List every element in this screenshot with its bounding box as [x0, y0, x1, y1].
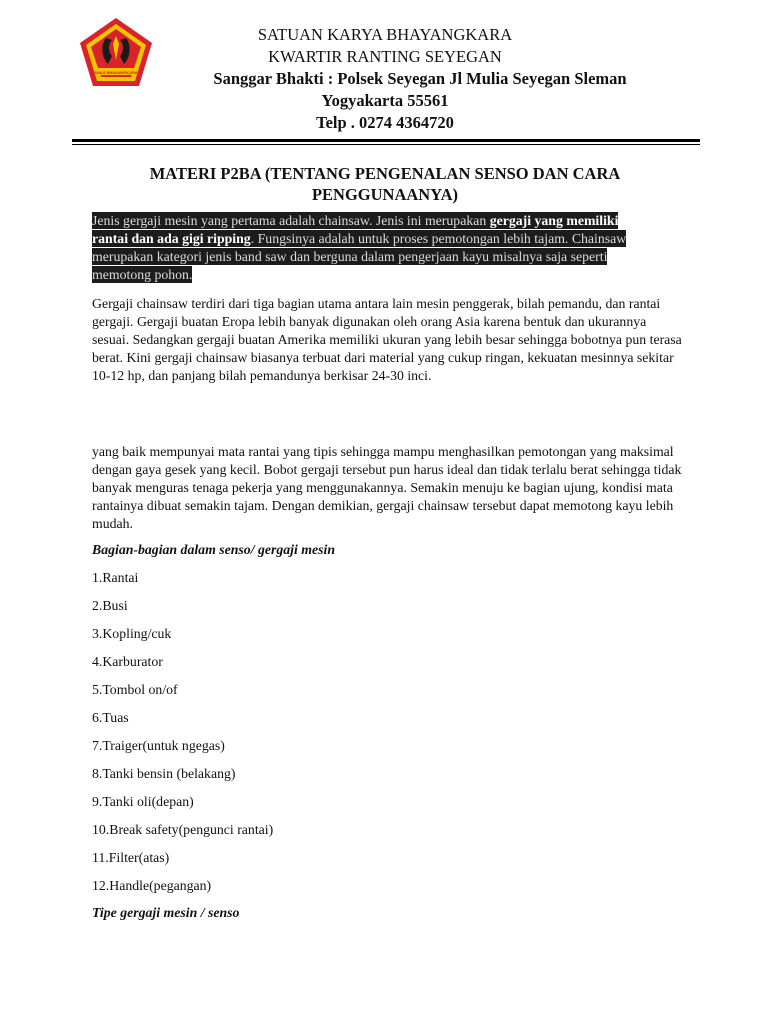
org-branch: KWARTIR RANTING SEYEGAN	[268, 47, 502, 66]
paragraph-chain-quality: yang baik mempunyai mata rantai yang tipis sehingga mampu menghasilkan pemotongan yang maksimal dengan gaya gesek yang kecil. Bobot gergaji tersebut pun harus ideal dan tidak terlalu berat sehingga tidak banyak menguras tenaga pekerja yang menggunakannya. Semakin menuju ke bagian ujung, kondisi mata rantainya dibuat semakin tajam. Dengan demikian, gergaji chainsaw tersebut dapat memotong kayu lebih mudah.	[92, 444, 682, 531]
list-item: 8.Tanki bensin (belakang)	[92, 766, 236, 781]
logo-text: SAKA BHAYANGKARA	[94, 69, 138, 75]
highlighted-paragraph	[92, 212, 652, 284]
list-item: 11.Filter(atas)	[92, 850, 170, 865]
highlight-bold-text: gergaji yang memiliki rantai dan ada gigi ripping	[92, 213, 619, 246]
list-item: 10.Break safety(pengunci rantai)	[92, 822, 274, 837]
org-address: Sanggar Bhakti : Polsek Seyegan Jl Mulia Seyegan Sleman	[213, 69, 627, 88]
list-item: 9.Tanki oli(depan)	[92, 794, 194, 809]
highlight-band	[92, 212, 626, 283]
list-item: 4.Karburator	[92, 654, 163, 669]
highlight-text-1: Jenis gergaji mesin yang pertama adalah chainsaw. Jenis ini merupakan	[92, 213, 490, 228]
section-heading-types: Tipe gergaji mesin / senso	[92, 905, 240, 920]
list-item: 7.Traiger(untuk ngegas)	[92, 738, 225, 753]
pentagon-emblem-icon	[78, 16, 154, 88]
letterhead-divider-thin	[72, 144, 700, 145]
list-item: 12.Handle(pegangan)	[92, 878, 212, 893]
section-heading-parts: Bagian-bagian dalam senso/ gergaji mesin	[92, 542, 336, 557]
list-item: 5.Tombol on/of	[92, 682, 178, 697]
letterhead	[160, 24, 627, 134]
org-name: SATUAN KARYA BHAYANGKARA	[257, 25, 513, 44]
list-item: 3.Kopling/cuk	[92, 626, 172, 641]
letterhead-divider	[72, 139, 700, 142]
paragraph-chainsaw-parts: Gergaji chainsaw terdiri dari tiga bagian utama antara lain mesin penggerak, bilah pemandu, dan rantai gergaji. Gergaji buatan Eropa lebih banyak digunakan oleh orang Asia karena bentuk dan ukurannya sesuai. Sedangkan gergaji buatan Amerika memiliki ukuran yang lebih besar sehingga bobotnya pun terasa berat. Kini gergaji chainsaw biasanya terbuat dari material yang cukup ringan, kekuatan mesinnya sekitar 10-12 hp, dan panjang bilah pemandunya berkisar 24-30 inci.	[92, 296, 682, 383]
saka-bhayangkara-logo	[78, 16, 154, 88]
list-item: 6.Tuas	[92, 710, 129, 725]
org-city: Yogyakarta 55561	[321, 91, 449, 110]
highlight-text-2: . Fungsinya adalah untuk proses pemotongan lebih tajam. Chainsaw merupakan kategori jenis band saw dan berguna dalam pengerjaan kayu misalnya saja seperti memotong pohon.	[92, 231, 627, 282]
document-title: MATERI P2BA (TENTANG PENGENALAN SENSO DAN CARA PENGGUNAANYA)	[149, 164, 621, 204]
org-phone: Telp . 0274 4364720	[316, 113, 454, 132]
list-item: 1.Rantai	[92, 570, 139, 585]
list-item: 2.Busi	[92, 598, 128, 613]
parts-list	[92, 569, 273, 905]
